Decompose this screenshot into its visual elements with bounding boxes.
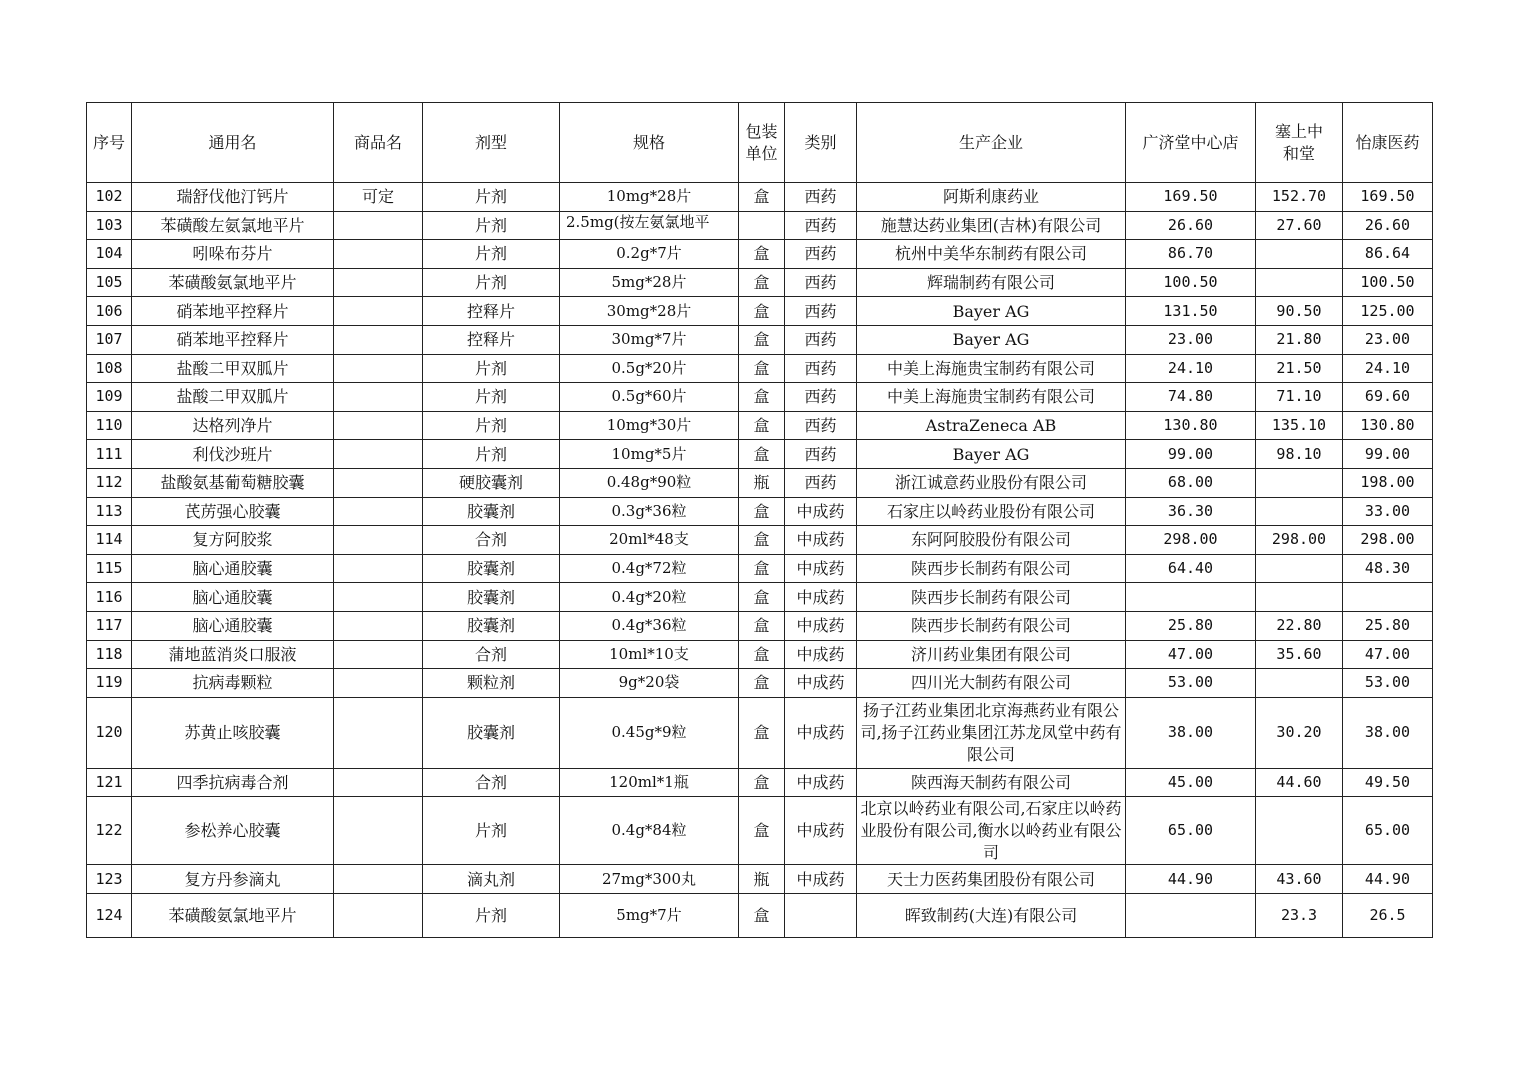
cell-category: 中成药 — [785, 640, 857, 669]
cell-price-store-3: 26.5 — [1343, 893, 1433, 937]
cell-price-store-3: 169.50 — [1343, 183, 1433, 212]
cell-price-store-1 — [1126, 893, 1256, 937]
cell-category: 西药 — [785, 440, 857, 469]
cell-price-store-1: 74.80 — [1126, 383, 1256, 412]
cell-form: 控释片 — [423, 297, 560, 326]
cell-unit: 盒 — [739, 640, 785, 669]
cell-no: 111 — [87, 440, 132, 469]
cell-spec: 2.5mg(按左氨氯地平 — [560, 211, 739, 240]
cell-brand — [334, 211, 423, 240]
cell-price-store-1: 38.00 — [1126, 697, 1256, 768]
cell-form: 颗粒剂 — [423, 669, 560, 698]
cell-no: 116 — [87, 583, 132, 612]
cell-form: 片剂 — [423, 383, 560, 412]
cell-price-store-2: 43.60 — [1256, 865, 1343, 894]
cell-unit: 盒 — [739, 893, 785, 937]
cell-price-store-3: 26.60 — [1343, 211, 1433, 240]
cell-manufacturer: 天士力医药集团股份有限公司 — [857, 865, 1126, 894]
cell-name: 苯磺酸氨氯地平片 — [132, 268, 334, 297]
cell-spec: 0.3g*36粒 — [560, 497, 739, 526]
cell-price-store-2: 135.10 — [1256, 411, 1343, 440]
cell-unit: 盒 — [739, 297, 785, 326]
cell-manufacturer: 施慧达药业集团(吉林)有限公司 — [857, 211, 1126, 240]
cell-no: 103 — [87, 211, 132, 240]
table-row — [87, 640, 1433, 669]
cell-price-store-3: 48.30 — [1343, 554, 1433, 583]
cell-category: 中成药 — [785, 669, 857, 698]
table-row — [87, 268, 1433, 297]
cell-form: 片剂 — [423, 240, 560, 269]
header-cell-store-2: 塞上中和堂 — [1256, 103, 1343, 183]
cell-price-store-2: 27.60 — [1256, 211, 1343, 240]
cell-form: 片剂 — [423, 411, 560, 440]
table-row — [87, 440, 1433, 469]
table-row — [87, 697, 1433, 768]
cell-price-store-2 — [1256, 497, 1343, 526]
table-row — [87, 497, 1433, 526]
cell-price-store-1: 298.00 — [1126, 526, 1256, 555]
cell-no: 108 — [87, 354, 132, 383]
cell-price-store-2: 71.10 — [1256, 383, 1343, 412]
cell-no: 123 — [87, 865, 132, 894]
cell-manufacturer: 晖致制药(大连)有限公司 — [857, 893, 1126, 937]
cell-category: 西药 — [785, 183, 857, 212]
cell-name: 复方丹参滴丸 — [132, 865, 334, 894]
cell-spec: 0.4g*72粒 — [560, 554, 739, 583]
table-row — [87, 865, 1433, 894]
table-row — [87, 611, 1433, 640]
cell-form: 胶囊剂 — [423, 611, 560, 640]
cell-unit: 盒 — [739, 526, 785, 555]
cell-manufacturer: 石家庄以岭药业股份有限公司 — [857, 497, 1126, 526]
cell-price-store-3: 99.00 — [1343, 440, 1433, 469]
cell-price-store-1: 24.10 — [1126, 354, 1256, 383]
cell-price-store-3: 198.00 — [1343, 468, 1433, 497]
cell-price-store-3: 53.00 — [1343, 669, 1433, 698]
cell-price-store-2: 90.50 — [1256, 297, 1343, 326]
cell-name: 参松养心胶囊 — [132, 797, 334, 865]
cell-spec: 0.2g*7片 — [560, 240, 739, 269]
cell-price-store-1 — [1126, 583, 1256, 612]
cell-form: 片剂 — [423, 268, 560, 297]
cell-unit: 盒 — [739, 554, 785, 583]
cell-manufacturer: 陕西步长制药有限公司 — [857, 611, 1126, 640]
table-row — [87, 211, 1433, 240]
table-row — [87, 297, 1433, 326]
header-cell-brand: 商品名 — [334, 103, 423, 183]
table-body — [87, 183, 1433, 938]
table-row — [87, 354, 1433, 383]
cell-brand — [334, 583, 423, 612]
cell-form: 片剂 — [423, 797, 560, 865]
cell-spec: 10mg*5片 — [560, 440, 739, 469]
cell-spec: 30mg*28片 — [560, 297, 739, 326]
cell-manufacturer: 浙江诚意药业股份有限公司 — [857, 468, 1126, 497]
cell-no: 117 — [87, 611, 132, 640]
header-cell-name: 通用名 — [132, 103, 334, 183]
cell-category — [785, 893, 857, 937]
cell-no: 124 — [87, 893, 132, 937]
table-row — [87, 797, 1433, 865]
cell-manufacturer: Bayer AG — [857, 325, 1126, 354]
header-cell-store-1: 广济堂中心店 — [1126, 103, 1256, 183]
cell-unit: 盒 — [739, 797, 785, 865]
cell-price-store-2 — [1256, 468, 1343, 497]
cell-unit: 盒 — [739, 183, 785, 212]
cell-manufacturer: 东阿阿胶股份有限公司 — [857, 526, 1126, 555]
cell-form: 控释片 — [423, 325, 560, 354]
cell-price-store-2: 21.50 — [1256, 354, 1343, 383]
cell-price-store-3: 23.00 — [1343, 325, 1433, 354]
cell-no: 115 — [87, 554, 132, 583]
cell-no: 112 — [87, 468, 132, 497]
table-row — [87, 893, 1433, 937]
cell-spec: 9g*20袋 — [560, 669, 739, 698]
cell-name: 硝苯地平控释片 — [132, 297, 334, 326]
cell-price-store-3: 33.00 — [1343, 497, 1433, 526]
cell-price-store-2 — [1256, 669, 1343, 698]
cell-price-store-3: 44.90 — [1343, 865, 1433, 894]
cell-no: 119 — [87, 669, 132, 698]
cell-form: 合剂 — [423, 768, 560, 797]
cell-name: 四季抗病毒合剂 — [132, 768, 334, 797]
cell-unit: 盒 — [739, 768, 785, 797]
cell-price-store-3: 69.60 — [1343, 383, 1433, 412]
cell-unit: 盒 — [739, 354, 785, 383]
cell-brand — [334, 797, 423, 865]
table-row — [87, 468, 1433, 497]
cell-name: 苏黄止咳胶囊 — [132, 697, 334, 768]
header-cell-unit: 包装单位 — [739, 103, 785, 183]
cell-price-store-3: 130.80 — [1343, 411, 1433, 440]
cell-category: 西药 — [785, 468, 857, 497]
cell-manufacturer: 辉瑞制药有限公司 — [857, 268, 1126, 297]
cell-name: 苯磺酸氨氯地平片 — [132, 893, 334, 937]
cell-brand — [334, 468, 423, 497]
cell-price-store-1: 86.70 — [1126, 240, 1256, 269]
cell-unit: 盒 — [739, 697, 785, 768]
cell-unit: 瓶 — [739, 865, 785, 894]
cell-price-store-2: 98.10 — [1256, 440, 1343, 469]
cell-category: 中成药 — [785, 611, 857, 640]
cell-category: 西药 — [785, 240, 857, 269]
cell-unit: 盒 — [739, 611, 785, 640]
cell-brand — [334, 697, 423, 768]
cell-spec: 0.4g*20粒 — [560, 583, 739, 612]
cell-unit — [739, 211, 785, 240]
table-row — [87, 526, 1433, 555]
cell-price-store-1: 130.80 — [1126, 411, 1256, 440]
cell-price-store-3: 298.00 — [1343, 526, 1433, 555]
cell-brand — [334, 383, 423, 412]
cell-unit: 盒 — [739, 583, 785, 612]
cell-spec: 0.5g*60片 — [560, 383, 739, 412]
cell-price-store-1: 99.00 — [1126, 440, 1256, 469]
cell-name: 脑心通胶囊 — [132, 554, 334, 583]
header-cell-form: 剂型 — [423, 103, 560, 183]
cell-category: 中成药 — [785, 526, 857, 555]
cell-unit: 盒 — [739, 497, 785, 526]
cell-form: 胶囊剂 — [423, 554, 560, 583]
cell-form: 滴丸剂 — [423, 865, 560, 894]
cell-price-store-3: 125.00 — [1343, 297, 1433, 326]
cell-unit: 盒 — [739, 240, 785, 269]
cell-category: 西药 — [785, 211, 857, 240]
cell-price-store-2: 21.80 — [1256, 325, 1343, 354]
cell-price-store-1: 131.50 — [1126, 297, 1256, 326]
cell-name: 瑞舒伐他汀钙片 — [132, 183, 334, 212]
cell-spec: 0.48g*90粒 — [560, 468, 739, 497]
cell-spec: 5mg*28片 — [560, 268, 739, 297]
cell-form: 片剂 — [423, 354, 560, 383]
cell-name: 盐酸二甲双胍片 — [132, 354, 334, 383]
cell-brand — [334, 354, 423, 383]
cell-no: 114 — [87, 526, 132, 555]
header-cell-category: 类别 — [785, 103, 857, 183]
cell-manufacturer: 扬子江药业集团北京海燕药业有限公司,扬子江药业集团江苏龙凤堂中药有限公司 — [857, 697, 1126, 768]
cell-price-store-2: 44.60 — [1256, 768, 1343, 797]
cell-no: 122 — [87, 797, 132, 865]
cell-form: 片剂 — [423, 440, 560, 469]
cell-manufacturer: 中美上海施贵宝制药有限公司 — [857, 383, 1126, 412]
table-row — [87, 669, 1433, 698]
cell-price-store-1: 36.30 — [1126, 497, 1256, 526]
cell-form: 片剂 — [423, 183, 560, 212]
cell-no: 118 — [87, 640, 132, 669]
cell-category: 中成药 — [785, 697, 857, 768]
cell-price-store-3: 38.00 — [1343, 697, 1433, 768]
drug-price-table — [86, 102, 1433, 938]
cell-brand — [334, 440, 423, 469]
cell-unit: 盒 — [739, 268, 785, 297]
cell-spec: 10mg*28片 — [560, 183, 739, 212]
cell-spec: 20ml*48支 — [560, 526, 739, 555]
table-row — [87, 325, 1433, 354]
cell-no: 107 — [87, 325, 132, 354]
cell-form: 胶囊剂 — [423, 583, 560, 612]
cell-unit: 盒 — [739, 383, 785, 412]
cell-manufacturer: 北京以岭药业有限公司,石家庄以岭药业股份有限公司,衡水以岭药业有限公司 — [857, 797, 1126, 865]
cell-manufacturer: 四川光大制药有限公司 — [857, 669, 1126, 698]
cell-price-store-3: 86.64 — [1343, 240, 1433, 269]
cell-brand — [334, 526, 423, 555]
cell-manufacturer: 中美上海施贵宝制药有限公司 — [857, 354, 1126, 383]
cell-spec: 5mg*7片 — [560, 893, 739, 937]
table-row — [87, 240, 1433, 269]
cell-no: 113 — [87, 497, 132, 526]
cell-spec: 10ml*10支 — [560, 640, 739, 669]
cell-price-store-3 — [1343, 583, 1433, 612]
cell-category: 中成药 — [785, 583, 857, 612]
cell-spec: 0.4g*84粒 — [560, 797, 739, 865]
table-row — [87, 554, 1433, 583]
cell-category: 西药 — [785, 325, 857, 354]
cell-form: 片剂 — [423, 893, 560, 937]
cell-manufacturer: AstraZeneca AB — [857, 411, 1126, 440]
header-row — [87, 103, 1433, 183]
header-cell-spec: 规格 — [560, 103, 739, 183]
cell-no: 121 — [87, 768, 132, 797]
cell-form: 胶囊剂 — [423, 497, 560, 526]
cell-price-store-2: 298.00 — [1256, 526, 1343, 555]
cell-form: 合剂 — [423, 526, 560, 555]
cell-price-store-2 — [1256, 797, 1343, 865]
cell-no: 120 — [87, 697, 132, 768]
cell-unit: 盒 — [739, 411, 785, 440]
cell-price-store-1: 169.50 — [1126, 183, 1256, 212]
cell-price-store-3: 47.00 — [1343, 640, 1433, 669]
cell-brand — [334, 669, 423, 698]
cell-unit: 盒 — [739, 325, 785, 354]
cell-price-store-2: 23.3 — [1256, 893, 1343, 937]
cell-price-store-2: 22.80 — [1256, 611, 1343, 640]
cell-category: 中成药 — [785, 554, 857, 583]
cell-spec: 0.4g*36粒 — [560, 611, 739, 640]
cell-category: 中成药 — [785, 865, 857, 894]
cell-form: 合剂 — [423, 640, 560, 669]
cell-name: 脑心通胶囊 — [132, 583, 334, 612]
cell-spec: 10mg*30片 — [560, 411, 739, 440]
cell-brand — [334, 640, 423, 669]
cell-brand — [334, 497, 423, 526]
cell-price-store-2: 35.60 — [1256, 640, 1343, 669]
cell-price-store-2 — [1256, 268, 1343, 297]
cell-no: 110 — [87, 411, 132, 440]
cell-brand — [334, 893, 423, 937]
cell-brand — [334, 865, 423, 894]
cell-price-store-1: 44.90 — [1126, 865, 1256, 894]
cell-brand — [334, 297, 423, 326]
cell-name: 复方阿胶浆 — [132, 526, 334, 555]
cell-spec: 0.45g*9粒 — [560, 697, 739, 768]
cell-name: 脑心通胶囊 — [132, 611, 334, 640]
cell-category: 西药 — [785, 383, 857, 412]
cell-brand — [334, 240, 423, 269]
cell-form: 片剂 — [423, 211, 560, 240]
table-row — [87, 768, 1433, 797]
cell-category: 中成药 — [785, 768, 857, 797]
cell-price-store-1: 100.50 — [1126, 268, 1256, 297]
cell-name: 硝苯地平控释片 — [132, 325, 334, 354]
header-cell-store-3: 怡康医药 — [1343, 103, 1433, 183]
cell-unit: 盒 — [739, 440, 785, 469]
cell-no: 104 — [87, 240, 132, 269]
cell-category: 中成药 — [785, 497, 857, 526]
cell-price-store-1: 65.00 — [1126, 797, 1256, 865]
cell-price-store-2: 30.20 — [1256, 697, 1343, 768]
cell-name: 达格列净片 — [132, 411, 334, 440]
cell-price-store-2 — [1256, 240, 1343, 269]
cell-price-store-1: 25.80 — [1126, 611, 1256, 640]
cell-category: 西药 — [785, 411, 857, 440]
cell-manufacturer: 陕西步长制药有限公司 — [857, 554, 1126, 583]
cell-manufacturer: 阿斯利康药业 — [857, 183, 1126, 212]
cell-brand — [334, 554, 423, 583]
cell-manufacturer: Bayer AG — [857, 440, 1126, 469]
cell-brand: 可定 — [334, 183, 423, 212]
cell-no: 105 — [87, 268, 132, 297]
cell-category: 西药 — [785, 268, 857, 297]
table-row — [87, 411, 1433, 440]
cell-spec: 120ml*1瓶 — [560, 768, 739, 797]
cell-spec: 30mg*7片 — [560, 325, 739, 354]
cell-price-store-1: 45.00 — [1126, 768, 1256, 797]
cell-price-store-1: 47.00 — [1126, 640, 1256, 669]
cell-price-store-1: 23.00 — [1126, 325, 1256, 354]
cell-no: 109 — [87, 383, 132, 412]
cell-price-store-3: 100.50 — [1343, 268, 1433, 297]
header-cell-no: 序号 — [87, 103, 132, 183]
cell-brand — [334, 611, 423, 640]
cell-category: 西药 — [785, 354, 857, 383]
cell-name: 利伐沙班片 — [132, 440, 334, 469]
cell-price-store-2: 152.70 — [1256, 183, 1343, 212]
cell-category: 中成药 — [785, 797, 857, 865]
cell-manufacturer: 济川药业集团有限公司 — [857, 640, 1126, 669]
cell-price-store-1: 64.40 — [1126, 554, 1256, 583]
cell-brand — [334, 411, 423, 440]
cell-name: 芪苈强心胶囊 — [132, 497, 334, 526]
cell-price-store-2 — [1256, 554, 1343, 583]
cell-name: 抗病毒颗粒 — [132, 669, 334, 698]
cell-manufacturer: 陕西步长制药有限公司 — [857, 583, 1126, 612]
cell-brand — [334, 768, 423, 797]
cell-spec: 27mg*300丸 — [560, 865, 739, 894]
cell-price-store-3: 24.10 — [1343, 354, 1433, 383]
cell-price-store-3: 49.50 — [1343, 768, 1433, 797]
cell-price-store-1: 26.60 — [1126, 211, 1256, 240]
cell-price-store-1: 53.00 — [1126, 669, 1256, 698]
cell-name: 苯磺酸左氨氯地平片 — [132, 211, 334, 240]
cell-manufacturer: Bayer AG — [857, 297, 1126, 326]
table-row — [87, 183, 1433, 212]
cell-unit: 盒 — [739, 669, 785, 698]
cell-form: 硬胶囊剂 — [423, 468, 560, 497]
cell-spec: 0.5g*20片 — [560, 354, 739, 383]
cell-no: 106 — [87, 297, 132, 326]
cell-name: 盐酸氨基葡萄糖胶囊 — [132, 468, 334, 497]
cell-unit: 瓶 — [739, 468, 785, 497]
cell-price-store-1: 68.00 — [1126, 468, 1256, 497]
cell-name: 蒲地蓝消炎口服液 — [132, 640, 334, 669]
cell-price-store-2 — [1256, 583, 1343, 612]
table-row — [87, 583, 1433, 612]
cell-manufacturer: 杭州中美华东制药有限公司 — [857, 240, 1126, 269]
cell-manufacturer: 陕西海天制药有限公司 — [857, 768, 1126, 797]
table-row — [87, 383, 1433, 412]
cell-price-store-3: 65.00 — [1343, 797, 1433, 865]
cell-no: 102 — [87, 183, 132, 212]
cell-form: 胶囊剂 — [423, 697, 560, 768]
header-cell-manufacturer: 生产企业 — [857, 103, 1126, 183]
cell-brand — [334, 268, 423, 297]
cell-category: 西药 — [785, 297, 857, 326]
cell-price-store-3: 25.80 — [1343, 611, 1433, 640]
cell-name: 盐酸二甲双胍片 — [132, 383, 334, 412]
cell-name: 吲哚布芬片 — [132, 240, 334, 269]
cell-brand — [334, 325, 423, 354]
